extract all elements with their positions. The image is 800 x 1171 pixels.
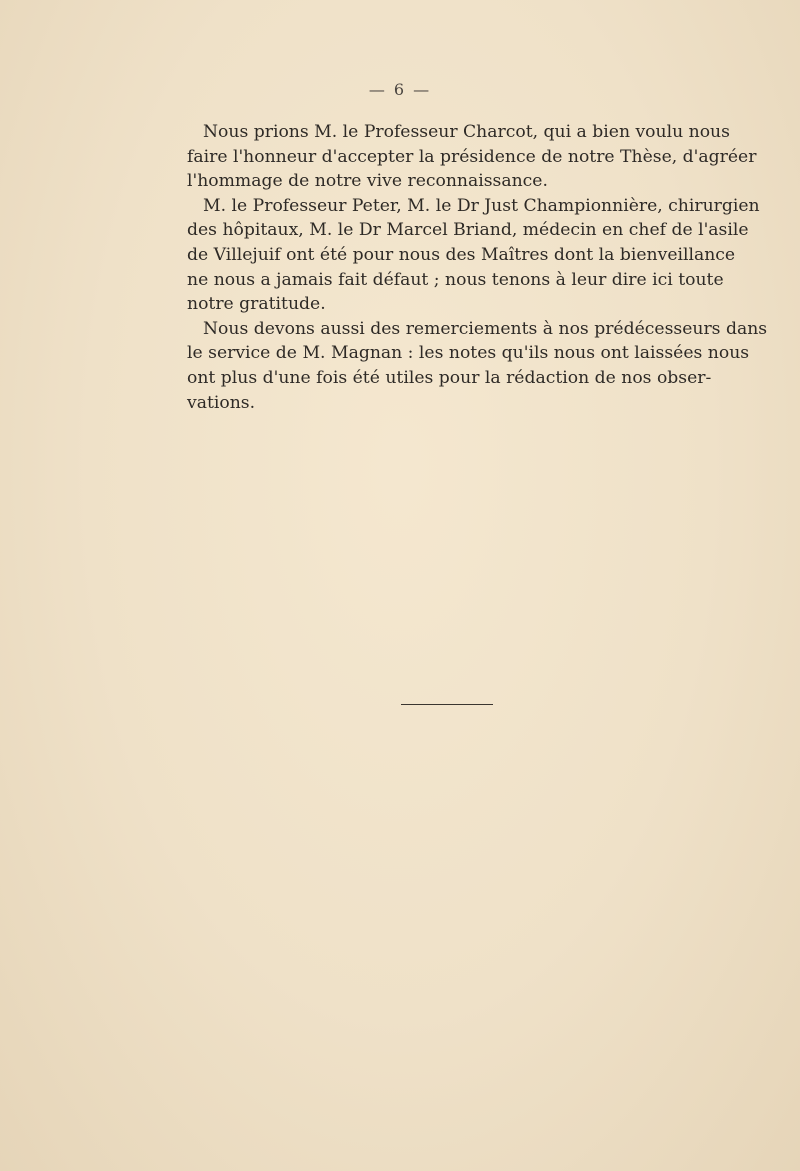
text-line: vations. [187,392,256,413]
body-text [187,120,768,415]
text-line: des hôpitaux, M. le Dr Marcel Briand, médecin en chef de l'asile [187,220,749,241]
paragraph [187,120,757,194]
page-number: — 6 — [368,80,432,99]
text-line: l'hommage de notre vive reconnaissance. [187,171,548,192]
section-divider [401,704,493,705]
text-line: faire l'honneur d'accepter la présidence de notre Thèse, d'agréer [187,146,757,167]
text-line: le service de M. Magnan : les notes qu'ils nous ont laissées nous [187,343,750,364]
text-line: de Villejuif ont été pour nous des Maîtres dont la bienveillance [187,244,736,265]
text-line: Nous devons aussi des remerciements à nos prédécesseurs dans [203,318,768,339]
text-line: notre gratitude. [187,294,326,315]
paragraph [187,194,760,317]
text-line: M. le Professeur Peter, M. le Dr Just Championnière, chirurgien [203,195,760,216]
text-line: ont plus d'une fois été utiles pour la rédaction de nos obser- [187,367,712,388]
text-line: ne nous a jamais fait défaut ; nous tenons à leur dire ici toute [187,269,724,290]
text-line: Nous prions M. le Professeur Charcot, qui a bien voulu nous [203,122,730,142]
paragraph [187,317,768,415]
